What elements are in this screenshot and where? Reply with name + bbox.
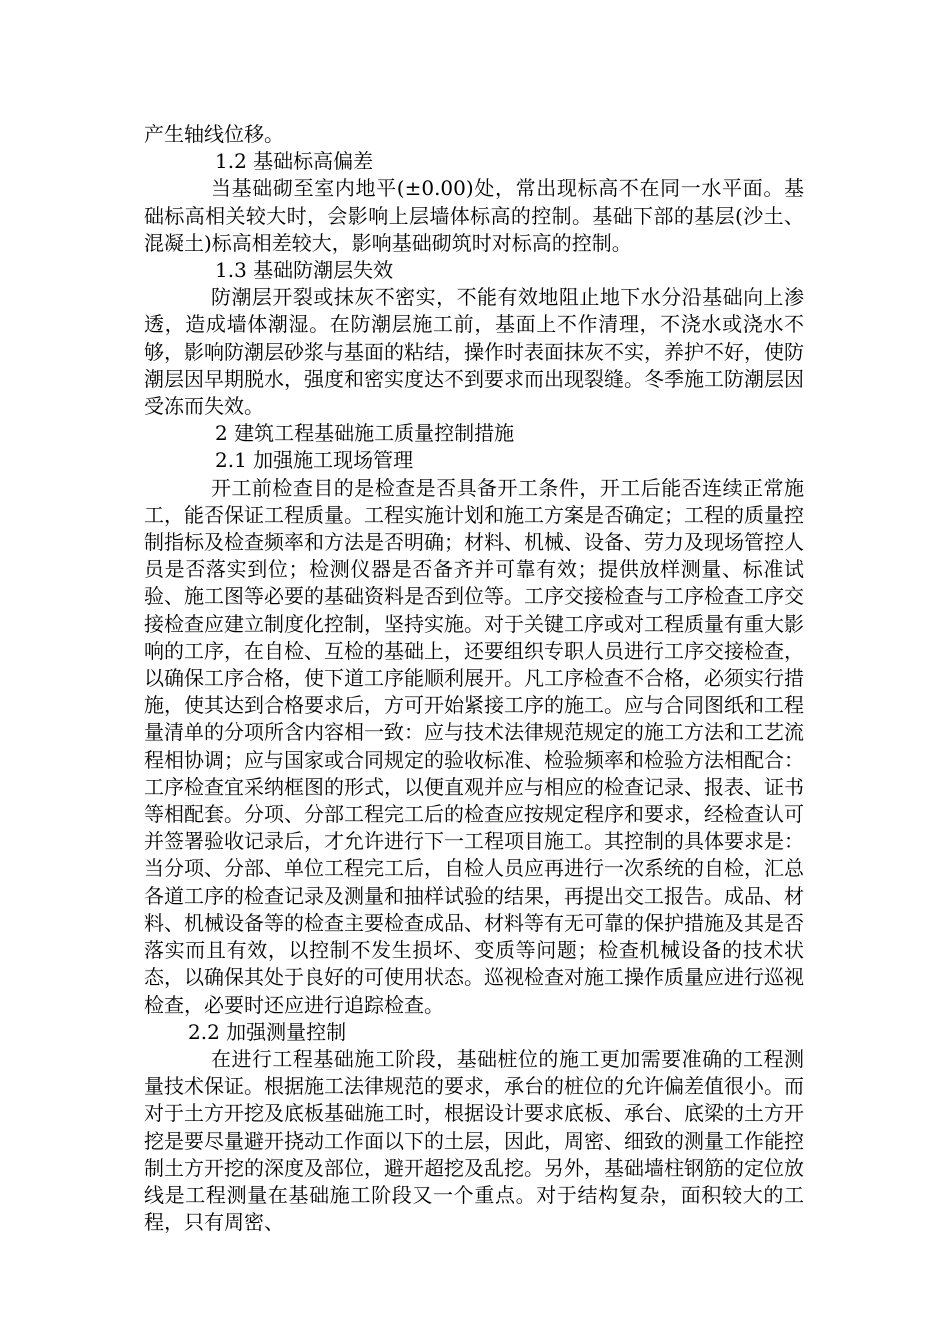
section-heading-2-2: 2.2 加强测量控制 xyxy=(188,1019,347,1044)
paragraph-foundation-elevation: 当基础砌至室内地平(±0.00)处，常出现标高不在同一水平面。基础标高相关较大时，会影响上层墙体标高的控制。基础下部的基层(沙土、混凝土)标高相差较大，影响基础砌筑时对标高的控制。 xyxy=(144,176,804,255)
section-heading-1-3: 1.3 基础防潮层失效 xyxy=(215,258,394,283)
continued-paragraph: 产生轴线位移。 xyxy=(144,122,284,146)
paragraph-site-management: 开工前检查目的是检查是否具备开工条件，开工后能否连续正常施工，能否保证工程质量。工程实施计划和施工方案是否确定；工程的质量控制指标及检查频率和方法是否明确；材料、机械、设备、劳力及现场管控人员是否落实到位；检测仪器是否备齐并可靠有效；提供放样测量、标准试验、施工图等必要的基础资料是否到位等。工序交接检查与工序检查工序交接检查应建立制度化控制，坚持实施。对于关键工序或对工程质量有重大影响的工序，在自检、互检的基础上，还要组织专职人员进行工序交接检查，以确保工序合格，使下道工序能顺利展开。凡工序检查不合格，必须实行措施，使其达到合格要求后，方可开始紧接工序的施工。应与合同图纸和工程量清单的分项所含内容相一致：应与技术法律规范规定的施工方法和工艺流程相协调；应与国家或合同规定的验收标准、检验频率和检验方法相配合：工序检查宜采纳框图的形式，以便直观并应与相应的检查记录、报表、证书等相配套。分项、分部工程完工后的检查应按规定程序和要求，经检查认可并签署验收记录后，才允许进行下一工程项目施工。其控制的具体要求是：当分项、分部、单位工程完工后，自检人员应再进行一次系统的自检，汇总各道工序的检查记录及测量和抽样试验的结果，再提出交工报告。成品、材料、机械设备等的检查主要检查成品、材料等有无可靠的保护措施及其是否落实而且有效，以控制不发生损坏、变质等问题；检查机械设备的技术状态，以确保其处于良好的可使用状态。巡视检查对施工操作质量应进行巡视检查，必要时还应进行追踪检查。 xyxy=(144,475,804,1017)
paragraph-survey-control: 在进行工程基础施工阶段，基础桩位的施工更加需要准确的工程测量技术保证。根据施工法律规范的要求，承台的桩位的允许偏差值很小。而对于土方开挖及底板基础施工时，根据设计要求底板、承台、底梁的土方开挖是要尽量避开挠动工作面以下的土层，因此，周密、细致的测量工作能控制土方开挖的深度及部位，避开超挖及乱挖。另外，基础墙柱钢筋的定位放线是工程测量在基础施工阶段又一个重点。对于结构复杂，面积较大的工程，只有周密、 xyxy=(144,1046,804,1235)
section-heading-2: 2 建筑工程基础施工质量控制措施 xyxy=(215,421,515,446)
section-heading-1-2: 1.2 基础标高偏差 xyxy=(215,149,374,174)
paragraph-damp-proof-layer: 防潮层开裂或抹灰不密实，不能有效地阻止地下水分沿基础向上渗透，造成墙体潮湿。在防潮层施工前，基面上不作清理，不浇水或浇水不够，影响防潮层砂浆与基面的粘结，操作时表面抹灰不实，养护不好，使防潮层因早期脱水，强度和密实度达不到要求而出现裂缝。冬季施工防潮层因受冻而失效。 xyxy=(144,285,804,419)
section-heading-2-1: 2.1 加强施工现场管理 xyxy=(215,448,414,473)
document-page xyxy=(144,121,804,1236)
